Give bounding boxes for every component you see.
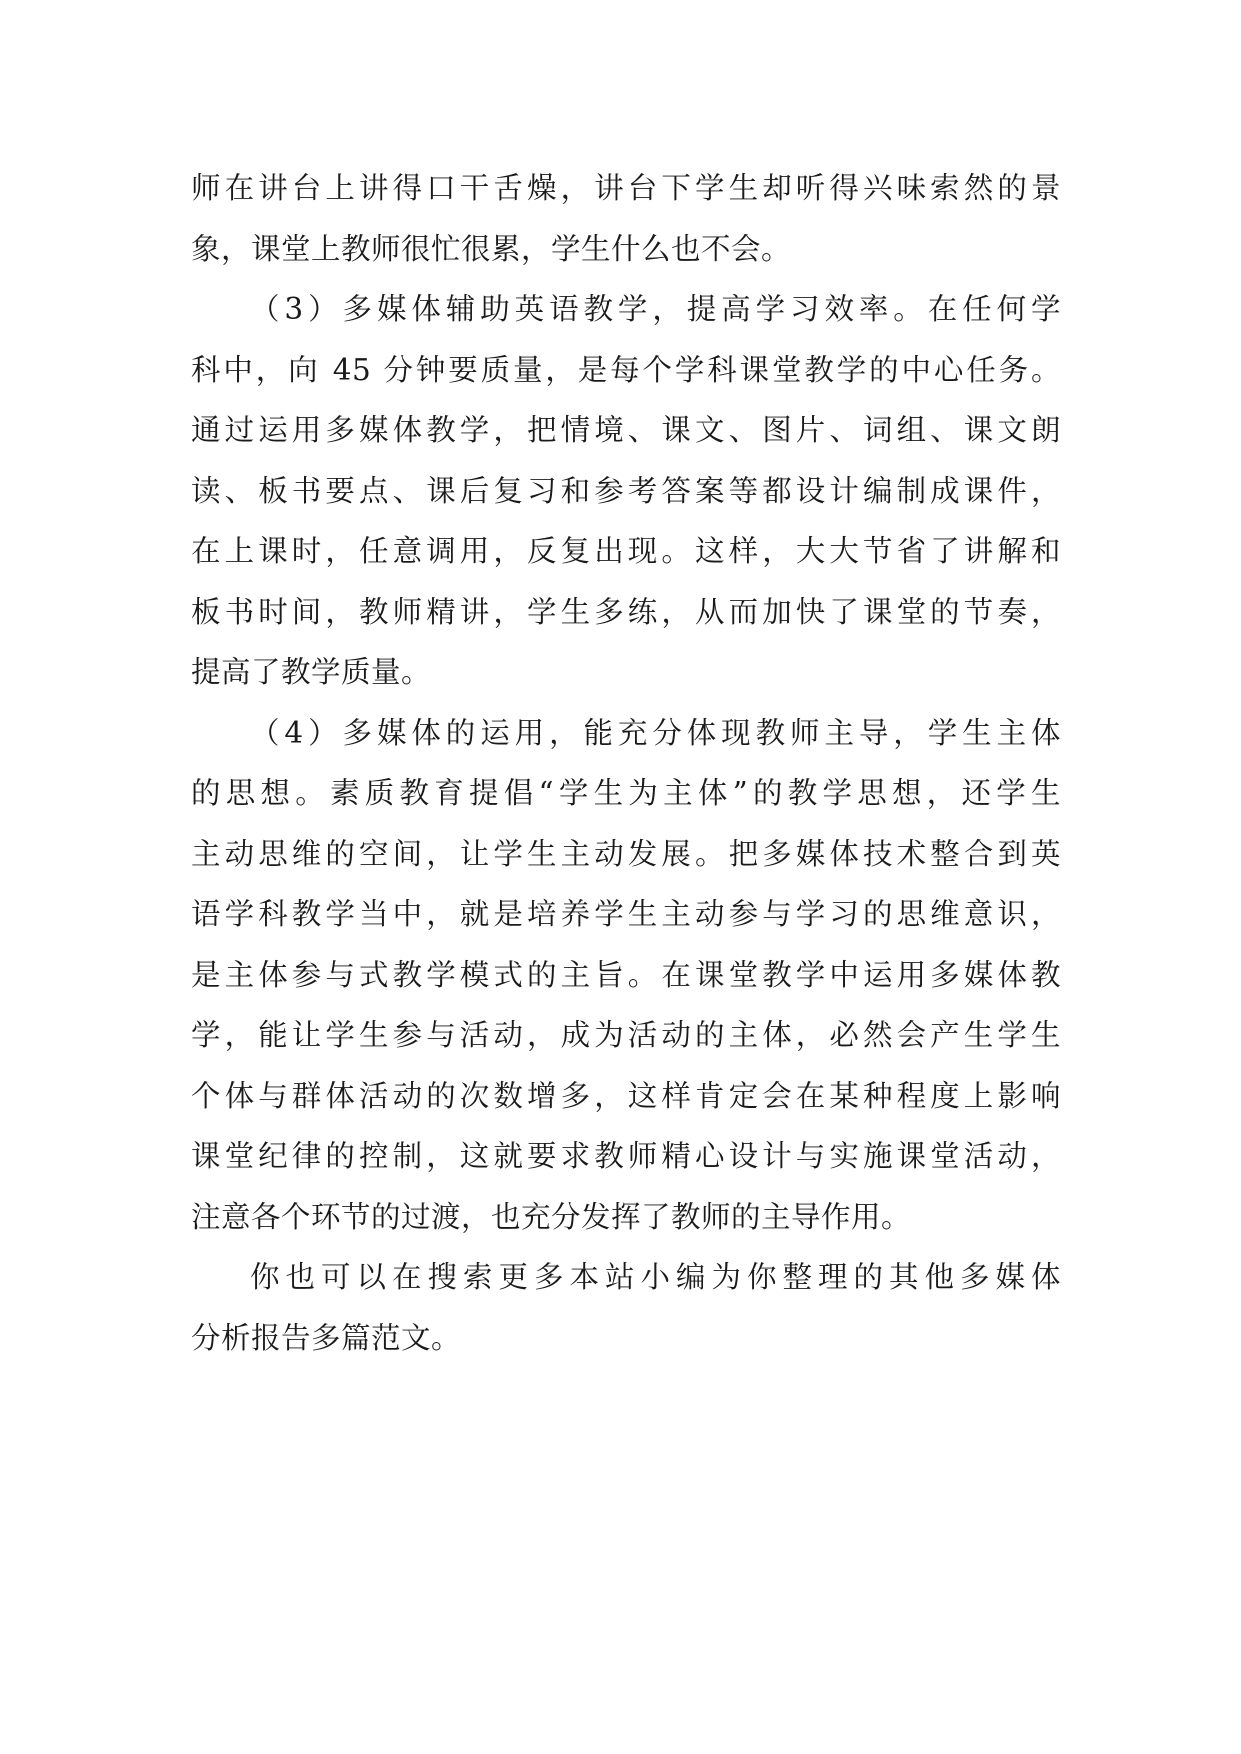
text-line: 读、板书要点、课后复习和参考答案等都设计编制成课件，: [191, 473, 1061, 508]
paragraph-4: [191, 1247, 1061, 1368]
paragraph-1: [191, 158, 1061, 279]
text-line: 提高了教学质量。: [191, 655, 432, 689]
text-line: 是主体参与式教学模式的主旨。在课堂教学中运用多媒体教: [191, 957, 1061, 992]
text-line: 象，课堂上教师很忙很累，学生什么也不会。: [191, 231, 792, 266]
text-line: （3）多媒体辅助英语教学，提高学习效率。在任何学: [250, 292, 1061, 326]
paragraph-2: [191, 279, 1061, 703]
text-line: 在上课时，任意调用，反复出现。这样，大大节省了讲解和: [191, 534, 1061, 568]
text-line: 主动思维的空间，让学生主动发展。把多媒体技术整合到英: [191, 836, 1061, 871]
text-line: 通过运用多媒体教学，把情境、课文、图片、词组、课文朗: [191, 413, 1061, 447]
text-line: 你也可以在搜索更多本站小编为你整理的其他多媒体: [250, 1260, 1061, 1294]
text-line: 语学科教学当中，就是培养学生主动参与学习的思维意识，: [191, 897, 1061, 931]
text-line: 的思想。素质教育提倡“学生为主体”的教学思想，还学生: [191, 776, 1061, 810]
text-line: （4）多媒体的运用，能充分体现教师主导，学生主体: [250, 715, 1061, 750]
text-line: 注意各个环节的过渡，也充分发挥了教师的主导作用。: [191, 1199, 912, 1234]
text-line: 分析报告多篇范文。: [191, 1320, 462, 1355]
text-line: 师在讲台上讲得口干舌燥，讲台下学生却听得兴味索然的景: [191, 171, 1061, 205]
text-line: 课堂纪律的控制，这就要求教师精心设计与实施课堂活动，: [191, 1139, 1061, 1173]
text-line: 板书时间，教师精讲，学生多练，从而加快了课堂的节奏，: [191, 594, 1061, 629]
text-line: 科中，向 45 分钟要质量，是每个学科课堂教学的中心任务。: [191, 352, 1061, 387]
text-line: 个体与群体活动的次数增多，这样肯定会在某种程度上影响: [191, 1078, 1061, 1113]
text-line: 学，能让学生参与活动，成为活动的主体，必然会产生学生: [191, 1018, 1061, 1052]
paragraph-3: [191, 703, 1061, 1248]
document-body: [191, 158, 1061, 1368]
